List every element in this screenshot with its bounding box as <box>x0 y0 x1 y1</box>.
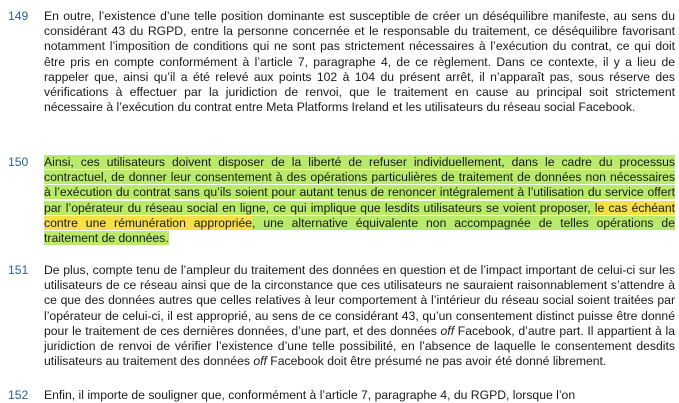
paragraph-number: 152 <box>8 388 29 402</box>
paragraph-number: 149 <box>8 9 29 23</box>
paragraph-text <box>44 9 675 115</box>
italic-text: off <box>440 323 455 338</box>
paragraph-number: 150 <box>8 155 29 169</box>
paragraph-text <box>44 263 675 369</box>
highlighted-text-green: Ainsi, ces utilisateurs doivent disposer de la liberté de refuser individuellement, dans le cadre du processus contractuel, de donner leur consentement à des opérations particulières de traitement de données non nécessaires à l’exécution du contrat sans qu’ils soient pour autant tenus de renoncer intégralement à l’utilisation du service offert par l’opérateur du réseau social en ligne, ce qui implique que lesdits utilisateurs se voient proposer, <box>44 155 675 215</box>
paragraph-text <box>44 155 675 246</box>
paragraph-text: Enfin, il importe de souligner que, conformément à l’article 7, paragraphe 4, du RGPD, lorsque l’on <box>44 388 576 402</box>
text-segment: Facebook doit être présumé ne pas avoir été donné librement. <box>266 354 607 369</box>
paragraph-152-cut-off <box>0 388 679 403</box>
highlighted-text-green: , une alternative équivalente non accompagnée de telles opérations de traitement de données. <box>44 215 675 246</box>
text-segment: De plus, compte tenu de l’ampleur du traitement des données en question et de l’impact important de celui-ci sur les utilisateurs de ce réseau ainsi que de la circonstance que ces utilisateurs ne sauraient raisonnablement s’attendre à ce que des données autres que celles relatives à leur comportement à l’intérieur du réseau social soient traitées par l’opérateur de celui-ci, il est approprié, au sens de ce considérant 43, qu’un consentement distinct puisse être donné pour le traitement de ces dernières données, d’une part, et des données <box>44 263 675 338</box>
text-segment: En outre, l’existence d’une telle position dominante est susceptible de créer un déséquilibre manifeste, au sens du considérant 43 du RGPD, entre la personne concernée et le responsable du traitement, ce déséquilibre favorisant notamment l’imposition de conditions qui ne sont pas strictement nécessaires à l’exécution du contrat, ce qui doit être pris en compte conformément à l’article 7, paragraphe 4, de ce règlement. Dans ce contexte, il y a lieu de rappeler que, ainsi qu’il a été relevé aux points 102 à 104 du présent arrêt, il n’apparaît pas, sous réserve des vérifications à effectuer par la juridiction de renvoi, que le traitement en cause au principal soit strictement nécessaire à l’exécution du contrat entre Meta Platforms Ireland et les utilisateurs du réseau social Facebook. <box>44 9 675 115</box>
text-segment: Facebook, d’autre part. Il appartient à la juridiction de renvoi de vérifier l’existence d’une telle possibilité, en l’absence de laquelle le consentement desdits utilisateurs au traitement des données <box>44 323 675 369</box>
highlighted-text-yellow: le cas échéant contre une rémunération appropriée <box>44 200 675 230</box>
italic-text: off <box>253 354 267 369</box>
paragraph-number: 151 <box>8 263 29 277</box>
